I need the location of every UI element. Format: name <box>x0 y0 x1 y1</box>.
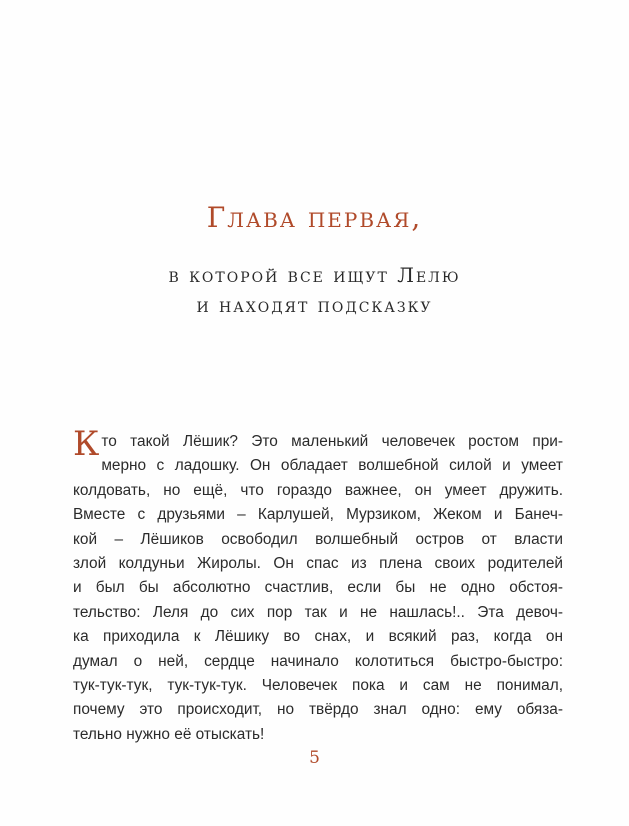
chapter-title: Глава первая, <box>206 201 423 234</box>
text-line-1: Кто такой Лёшик? Это маленький человечек ростом при- <box>73 424 563 464</box>
text-line-6: злой колдуньи Жиролы. Он спас из плена своих родителей <box>73 555 563 573</box>
subtitle-line-1: в которой все ищут Лелю <box>168 263 461 287</box>
page-number: 5 <box>309 748 320 768</box>
text-line-4: Вместе с друзьями – Карлушей, Мурзиком, Жеком и Банеч- <box>73 506 563 524</box>
text-line-5: кой – Лёшиков освободил волшебный остров от власти <box>73 530 563 548</box>
text-line-11: тук-тук-тук, тук-тук-тук. Человечек пока и сам не понимал, <box>73 677 563 695</box>
text-line-9: ка приходила к Лёшику во снах, и всякий раз, когда он <box>73 628 563 646</box>
subtitle-line-2: и находят подсказку <box>196 293 433 317</box>
text-line-8: тельство: Леля до сих пор так и не нашлась!.. Эта девоч- <box>73 603 563 621</box>
text-line-7: и был бы абсолютно счастлив, если бы не одно обстоя- <box>73 579 563 597</box>
text-line-13: тельно нужно её отыскать! <box>73 725 265 743</box>
text-line-3: колдовать, но ещё, что гораздо важнее, он умеет дружить. <box>73 481 563 499</box>
text-line-10: думал о ней, сердце начинало колотиться быстро-быстро: <box>73 652 563 670</box>
chapter-body-text <box>73 424 563 747</box>
text-line-2: мерно с ладошку. Он обладает волшебной силой и умеет <box>101 457 563 475</box>
text-line-12: почему это происходит, но твёрдо знал одно: ему обяза- <box>73 701 563 719</box>
drop-cap: К <box>73 424 100 464</box>
chapter-subtitle <box>0 260 629 320</box>
